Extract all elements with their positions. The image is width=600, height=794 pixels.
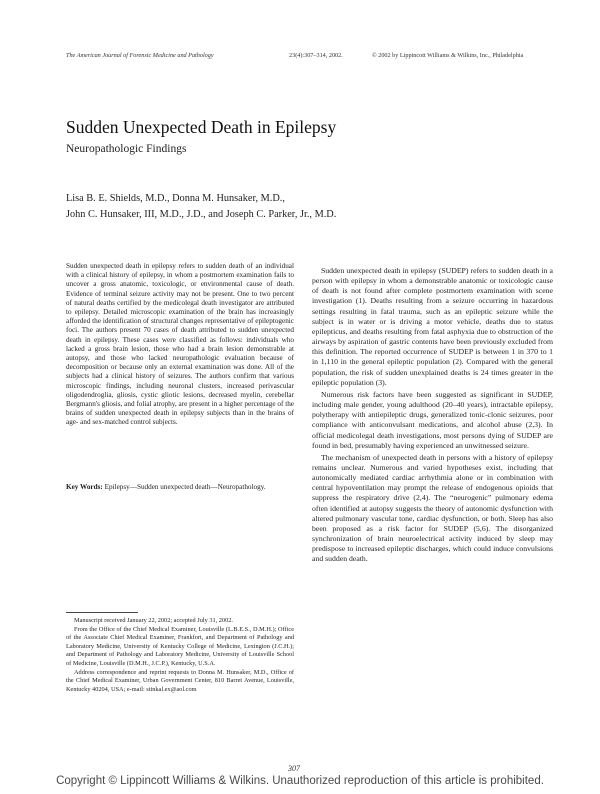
authors-line-2: John C. Hunsaker, III, M.D., J.D., and Joseph C. Parker, Jr., M.D. [66,208,337,220]
authors-line-1: Lisa B. E. Shields, M.D., Donna M. Hunsaker, M.D., [66,193,285,204]
footnote-affiliations: From the Office of the Chief Medical Examiner, Louisville (L.B.E.S., D.M.H.); Office of the Associate Chief Medical Examiner, Frankfort, and Department of Pathology and Laboratory Medicine, University of Kentucky College of Medicine, Lexington (J.C.H.); and Department of Pathology and Laboratory Medicine, University of Louisville School of Medicine, Louisville (D.M.H., J.C.P.), Kentucky, U.S.A. [66,625,294,667]
footnote-rule [66,612,138,613]
running-header-copyright: © 2002 by Lippincott Williams & Wilkins, Inc., Philadelphia [372,52,524,59]
article-subtitle: Neuropathologic Findings [66,143,187,155]
footnote-received: Manuscript received January 22, 2002; accepted July 31, 2002. [74,617,233,624]
author-list [66,191,336,222]
running-header-journal: The American Journal of Forensic Medicine and Pathology [66,52,214,59]
keywords-text: Epilepsy—Sudden unexpected death—Neuropathology. [104,483,266,491]
body-paragraph: The mechanism of unexpected death in persons with a history of epilepsy remains unclear. Numerous and varied hypotheses exist, including that autonomically mediated cardiac arrhythmia alone or in combination with central hypoventilation may prompt the release of endogenous opioids that suppress the respiratory drive (2,4). The “neurogenic” pulmonary edema often identified at autopsy suggests the theory of autonomic dysfunction with altered pulmonary vascular tone, cardiac dysfunction, or both. Sleep has also been proposed as a risk factor for SUDEP (5,6). The disorganized synchronization of brain neuroelectrical activity induced by sleep may predispose to increased epileptic discharges, which could induce convulsions and sudden death. [312,452,553,564]
footnote-correspondence: Address correspondence and reprint requests to Donna M. Hunsaker, M.D., Office of the Chief Medical Examiner, Urban Government Center, 810 Barret Avenue, Louisville, Kentucky 40204, USA; e-mail: stinkal.ex@aol.com [66,668,294,693]
abstract-text: Sudden unexpected death in epilepsy refers to sudden death of an individual with a clinical history of epilepsy, in whom a postmortem examination fails to uncover a gross anatomic, toxicologic, or environmental cause of death. Evidence of terminal seizure activity may not be present. One to two percent of natural deaths certified by the medicolegal death investigator are attributed to epilepsy. Detailed microscopic examination of the brain has increasingly afforded the identification of structural changes representative of epileptogenic foci. The authors present 70 cases of death attributed to sudden unexpected death in epilepsy. These cases were classified as follows: individuals who lacked a gross brain lesion, those who had a brain lesion demonstrable at autopsy, and those who lacked neuropathologic evaluation because of decomposition or because only an external examination was done. All of the subjects had a clinical history of seizures. The authors confirm that various microscopic findings, including neuronal clusters, increased perivascular oligodendroglia, gliosis, cystic gliotic lesions, decreased myelin, cerebellar Bergmann's gliosis, and folial atrophy, are present in a higher percentage of the brains of sudden unexpected death in epilepsy subjects than in the brains of age- and sex-matched control subjects. [66,262,294,427]
copyright-notice: Copyright © Lippincott Williams & Wilkins. Unauthorized reproduction of this article is prohibited. [56,775,544,787]
page-number: 307 [288,764,300,773]
footnotes [66,617,294,694]
keywords [66,483,294,492]
running-header-citation: 23(4):307–314, 2002. [289,52,343,59]
keywords-label: Key Words: [66,483,103,491]
body-paragraph: Numerous risk factors have been suggested as significant in SUDEP, including male gender, young adulthood (20–40 years), intractable epilepsy, polytherapy with antiepileptic drugs, generalized tonic-clonic seizures, poor compliance with anticonvulsant medications, and alcohol abuse (2,3). In official medicolegal death investigations, most persons dying of SUDEP are found in bed, presumably having experienced an unwitnessed seizure. [312,389,553,450]
body-column [312,266,553,567]
article-title: Sudden Unexpected Death in Epilepsy [66,117,337,137]
body-paragraph: Sudden unexpected death in epilepsy (SUDEP) refers to sudden death in a person with epilepsy in whom a demonstrable anatomic or toxicologic cause of death is not found after complete postmortem examination with scene investigation (1). Deaths resulting from a seizure occurring in hazardous settings resulting in fatal trauma, such as an epileptic seizure while the subject is in water or is driving a motor vehicle, deaths due to status epilepticus, and deaths resulting from fatal asphyxia due to obstruction of the airways by aspiration of gastric contents have been previously excluded from this definition. The reported occurrence of SUDEP is between 1 in 370 to 1 in 1,110 in the general epileptic population (2). Compared with the general population, the risk of sudden unexplained deaths is 24 times greater in the epileptic population (3). [312,266,553,387]
